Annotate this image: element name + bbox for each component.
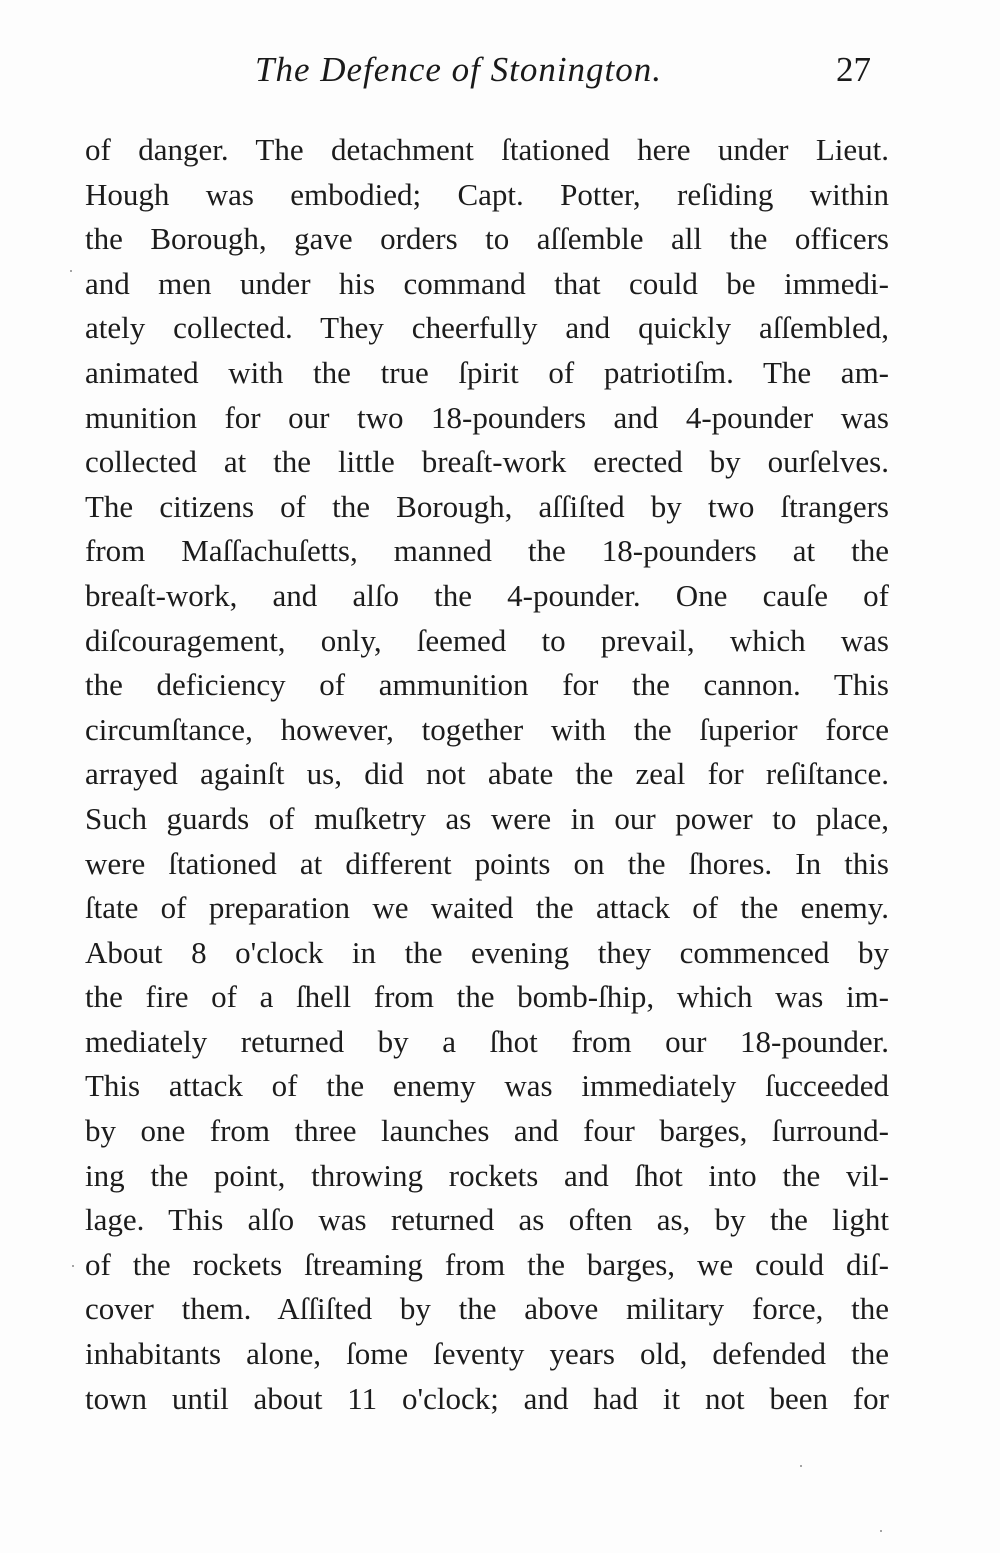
text-line: arrayed againſt us, did not abate the zeal for reſiſtance. [85,756,889,792]
text-line: ſtate of preparation we waited the attack of the enemy. [85,890,889,926]
body-text [85,128,889,1421]
text-line: the Borough, gave orders to aſſemble all the officers [85,221,889,257]
text-line: were ſtationed at different points on the ſhores. In this [85,845,889,881]
text-line: and men under his command that could be immedi- [85,265,889,301]
paper-speck [72,1265,74,1267]
page-number: 27 [836,50,871,89]
text-line: animated with the true ſpirit of patriotiſm. The am- [85,354,889,390]
text-line: breaſt-work, and alſo the 4-pounder. One cauſe of [85,577,889,613]
text-line: mediately returned by a ſhot from our 18-pounder. [85,1023,889,1059]
text-line: About 8 o'clock in the evening they commenced by [85,934,889,970]
text-line: collected at the little breaſt-work erected by ourſelves. [85,444,889,480]
running-title: The Defence of Stonington. [255,50,663,89]
text-line: town until about 11 o'clock; and had it not been for [85,1380,889,1416]
text-line: diſcouragement, only, ſeemed to prevail, which was [85,622,889,658]
text-line: This attack of the enemy was immediately ſucceeded [85,1068,889,1104]
text-line: by one from three launches and four barges, ſurround- [85,1113,889,1149]
text-line: ing the point, throwing rockets and ſhot into the vil- [85,1157,889,1193]
text-line: munition for our two 18-pounders and 4-pounder was [85,399,889,435]
text-line: from Maſſachuſetts, manned the 18-pounders at the [85,533,889,569]
paper-speck [880,1530,882,1532]
paper-speck [800,1465,802,1467]
text-line: inhabitants alone, ſome ſeventy years old, defended the [85,1336,889,1372]
text-line: The citizens of the Borough, aſſiſted by two ſtrangers [85,488,889,524]
text-line: circumſtance, however, together with the ſuperior force [85,711,889,747]
text-line: the deficiency of ammunition for the cannon. This [85,667,889,703]
text-line: lage. This alſo was returned as often as, by the light [85,1202,889,1238]
text-line: Hough was embodied; Capt. Potter, reſiding within [85,176,889,212]
text-line: of the rockets ſtreaming from the barges, we could diſ- [85,1246,889,1282]
text-line: Such guards of muſketry as were in our power to place, [85,800,889,836]
text-line: the fire of a ſhell from the bomb-ſhip, which was im- [85,979,889,1015]
text-line: cover them. Aſſiſted by the above military force, the [85,1291,889,1327]
text-line: of danger. The detachment ſtationed here under Lieut. [85,132,889,167]
paper-speck [70,270,72,272]
text-line: ately collected. They cheerfully and quickly aſſembled, [85,310,889,346]
